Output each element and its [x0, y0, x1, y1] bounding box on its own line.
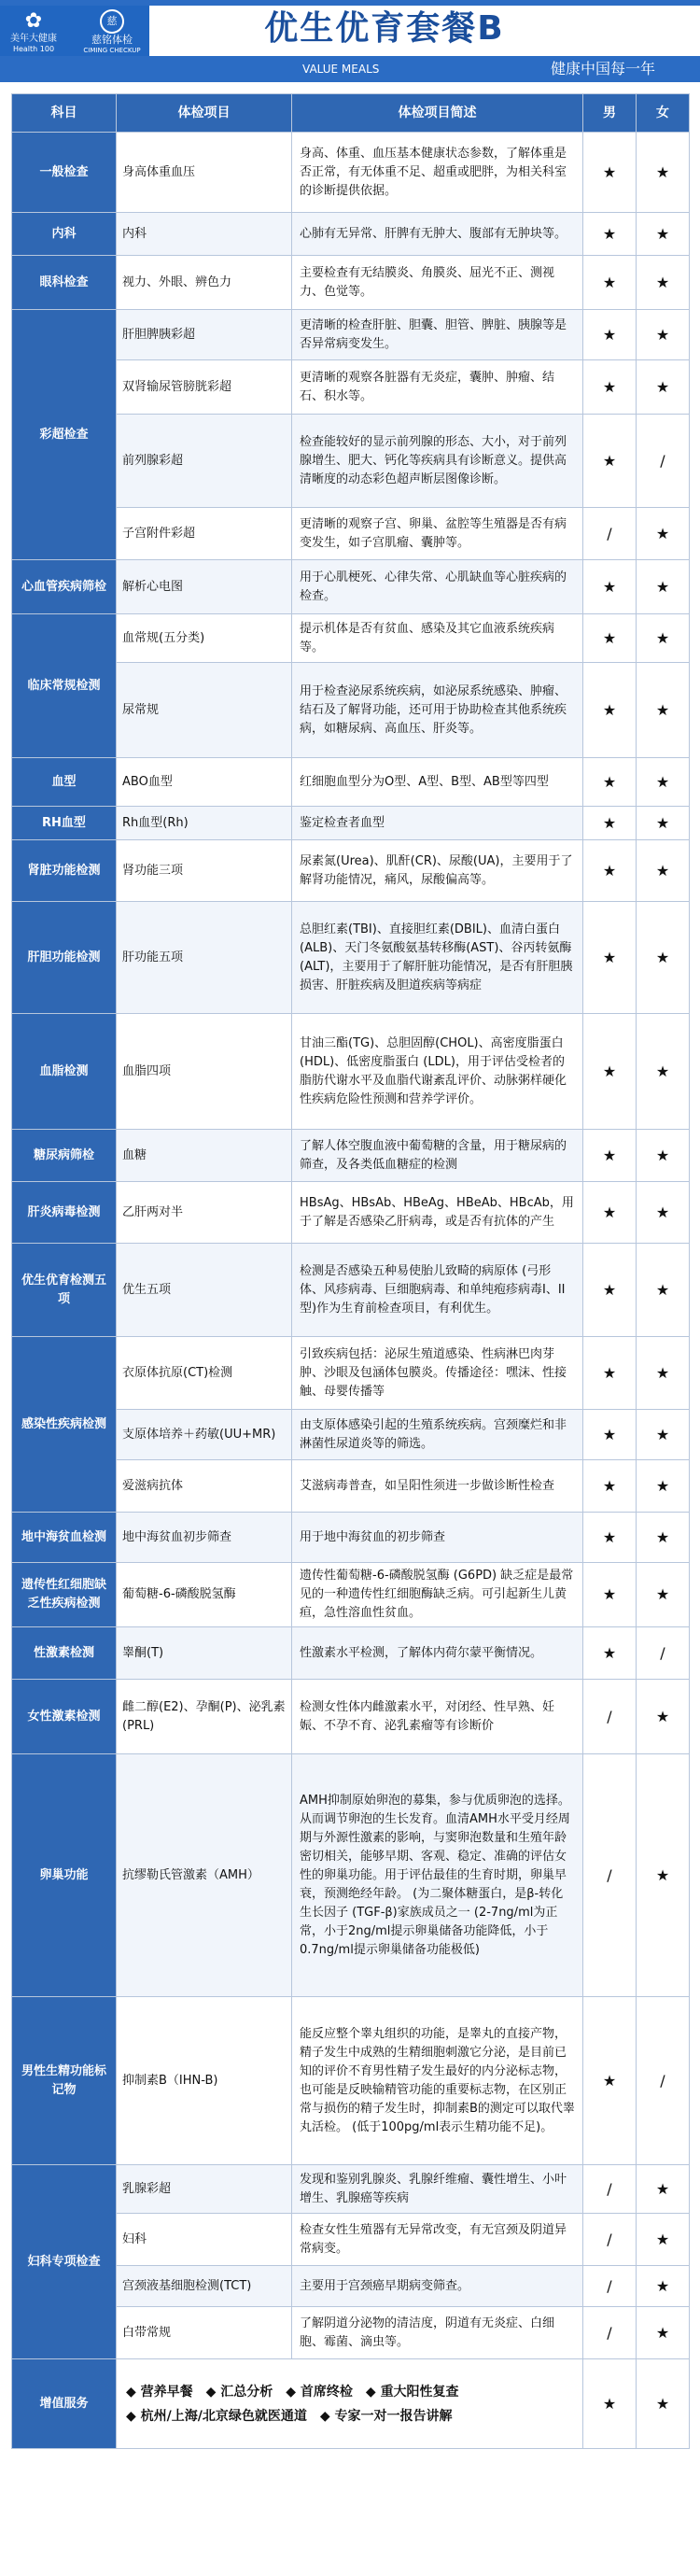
table-row — [12, 213, 690, 256]
female-cell: ★ — [637, 1563, 690, 1627]
table-row — [12, 1182, 690, 1244]
female-cell: ★ — [637, 2266, 690, 2307]
table-row — [12, 1680, 690, 1754]
male-cell: ★ — [583, 2359, 637, 2449]
category-cell: 优生优育检测五项 — [12, 1244, 117, 1337]
logo-area — [0, 6, 149, 56]
header-male: 男 — [583, 94, 637, 133]
description-cell: 由支原体感染引起的生殖系统疾病。宫颈糜烂和非淋菌性尿道炎等的筛选。 — [292, 1410, 583, 1460]
header-description: 体检项目简述 — [292, 94, 583, 133]
item-cell: 优生五项 — [117, 1244, 292, 1337]
description-cell: 了解人体空腹血液中葡萄糖的含量，用于糖尿病的筛查，及各类低血糖症的检测 — [292, 1130, 583, 1182]
female-cell: ★ — [637, 360, 690, 415]
table-row — [12, 1337, 690, 1410]
ciming-logo-text: 慈铭体检 — [91, 34, 133, 46]
item-cell: 睾酮(T) — [117, 1627, 292, 1680]
male-cell: ★ — [583, 1182, 637, 1244]
category-cell: 彩超检查 — [12, 310, 117, 560]
item-cell: ABO血型 — [117, 758, 292, 807]
description-cell: 性激素水平检测，了解体内荷尔蒙平衡情况。 — [292, 1627, 583, 1680]
male-cell: / — [583, 508, 637, 560]
category-cell: 血脂检测 — [12, 1014, 117, 1130]
header-category: 科目 — [12, 94, 117, 133]
table-row — [12, 840, 690, 902]
description-cell: 能反应整个睾丸组织的功能，是睾丸的直接产物，精子发生中成熟的生精细胞刺激它分泌，是目前已知的评价不育男性精子发生最好的内分泌标志物，也可能是反映输精管功能的重要标志物，在区别正常与损伤的精子发生时，抑制素B的测定可以取代睾丸活检。 (低于100pg/ml表示生精功能不足)。 — [292, 1997, 583, 2165]
male-cell: ★ — [583, 902, 637, 1014]
item-cell: 衣原体抗原(CT)检测 — [117, 1337, 292, 1410]
table-row — [12, 1244, 690, 1337]
female-cell: / — [637, 415, 690, 508]
category-cell: 卵巢功能 — [12, 1754, 117, 1997]
description-cell: 检测女性体内雌激素水平，对闭经、性早熟、妊娠、不孕不育、泌乳素瘤等有诊断价 — [292, 1680, 583, 1754]
subtitle-en: VALUE MEALS — [302, 63, 380, 76]
description-cell: 艾滋病毒普查，如呈阳性须进一步做诊断性检查 — [292, 1460, 583, 1513]
ciming-logo-text-en: CIMING CHECKUP — [83, 47, 141, 54]
table-row — [12, 902, 690, 1014]
item-cell: 肝功能五项 — [117, 902, 292, 1014]
female-cell: ★ — [637, 1513, 690, 1563]
female-cell: / — [637, 1997, 690, 2165]
male-cell: ★ — [583, 1244, 637, 1337]
meinian-logo — [6, 9, 62, 52]
description-cell: 检查女性生殖器有无异常改变，有无宫颈及阴道异常病变。 — [292, 2214, 583, 2266]
male-cell: ★ — [583, 1563, 637, 1627]
item-cell: 肝胆脾胰彩超 — [117, 310, 292, 360]
item-cell: Rh血型(Rh) — [117, 807, 292, 840]
extra-service-item: ◆ 汇总分析 — [205, 2384, 273, 2400]
category-cell: 眼科检查 — [12, 256, 117, 310]
male-cell: / — [583, 2266, 637, 2307]
table-row — [12, 1513, 690, 1563]
extra-service-item: ◆ 重大阳性复查 — [365, 2384, 459, 2400]
extra-service-item: ◆ 专家一对一报告讲解 — [319, 2408, 453, 2424]
description-cell: 更清晰的观察子宫、卵巢、盆腔等生殖器是否有病变发生，如子宫肌瘤、囊肿等。 — [292, 508, 583, 560]
description-cell: 用于检查泌尿系统疾病，如泌尿系统感染、肿瘤、结石及了解肾功能，还可用于协助检查其他系统疾病，如糖尿病、高血压、肝炎等。 — [292, 663, 583, 758]
category-cell: 地中海贫血检测 — [12, 1513, 117, 1563]
category-cell: 糖尿病筛检 — [12, 1130, 117, 1182]
item-cell: 视力、外眼、辨色力 — [117, 256, 292, 310]
category-cell: 心血管疾病筛检 — [12, 560, 117, 614]
male-cell: / — [583, 1680, 637, 1754]
male-cell: ★ — [583, 256, 637, 310]
item-cell: 乙肝两对半 — [117, 1182, 292, 1244]
female-cell: ★ — [637, 256, 690, 310]
male-cell: ★ — [583, 1337, 637, 1410]
table-row — [12, 256, 690, 310]
female-cell: ★ — [637, 1014, 690, 1130]
header — [0, 6, 700, 56]
category-cell: 男性生精功能标记物 — [12, 1997, 117, 2165]
category-cell: 性激素检测 — [12, 1627, 117, 1680]
description-cell: 发现和鉴别乳腺炎、乳腺纤维瘤、囊性增生、小叶增生、乳腺癌等疾病 — [292, 2165, 583, 2214]
male-cell: ★ — [583, 1513, 637, 1563]
page-title: 优生优育套餐B — [264, 9, 505, 48]
male-cell: ★ — [583, 1627, 637, 1680]
extra-services-list — [117, 2359, 583, 2449]
item-cell: 血糖 — [117, 1130, 292, 1182]
male-cell: ★ — [583, 310, 637, 360]
category-cell: 女性激素检测 — [12, 1680, 117, 1754]
category-cell: 临床常规检测 — [12, 614, 117, 758]
table-row — [12, 807, 690, 840]
male-cell: ★ — [583, 1130, 637, 1182]
male-cell: ★ — [583, 1014, 637, 1130]
item-cell: 雌二醇(E2)、孕酮(P)、泌乳素(PRL) — [117, 1680, 292, 1754]
category-cell: 内科 — [12, 213, 117, 256]
item-cell: 解析心电图 — [117, 560, 292, 614]
package-table — [11, 93, 690, 2449]
male-cell: ★ — [583, 1460, 637, 1513]
table-row — [12, 1014, 690, 1130]
item-cell: 葡萄糖-6-磷酸脱氢酶 — [117, 1563, 292, 1627]
description-cell: 主要用于宫颈癌早期病变筛查。 — [292, 2266, 583, 2307]
female-cell: ★ — [637, 1754, 690, 1997]
description-cell: 尿素氮(Urea)、肌酐(CR)、尿酸(UA)，主要用于了解肾功能情况，痛风，尿酸偏高等。 — [292, 840, 583, 902]
female-cell: ★ — [637, 1410, 690, 1460]
male-cell: ★ — [583, 1410, 637, 1460]
description-cell: 了解阴道分泌物的清洁度，阴道有无炎症、白细胞、霉菌、滴虫等。 — [292, 2307, 583, 2359]
table-row — [12, 1627, 690, 1680]
female-cell: ★ — [637, 508, 690, 560]
male-cell: ★ — [583, 758, 637, 807]
meinian-logo-icon: ✿ — [24, 9, 43, 33]
male-cell: ★ — [583, 1997, 637, 2165]
item-cell: 前列腺彩超 — [117, 415, 292, 508]
female-cell: ★ — [637, 902, 690, 1014]
description-cell: 用于地中海贫血的初步筛查 — [292, 1513, 583, 1563]
female-cell: ★ — [637, 2214, 690, 2266]
category-cell: RH血型 — [12, 807, 117, 840]
ciming-logo — [77, 9, 147, 52]
table-row — [12, 1130, 690, 1182]
female-cell: ★ — [637, 560, 690, 614]
description-cell: 红细胞血型分为O型、A型、B型、AB型等四型 — [292, 758, 583, 807]
item-cell: 爱滋病抗体 — [117, 1460, 292, 1513]
table-row — [12, 2165, 690, 2214]
category-cell: 血型 — [12, 758, 117, 807]
female-cell: ★ — [637, 2359, 690, 2449]
description-cell: 检测是否感染五种易使胎儿致畸的病原体 (弓形体、风疹病毒、巨细胞病毒、和单纯疱疹病毒I、II型)作为生育前检查项目，有利优生。 — [292, 1244, 583, 1337]
female-cell: ★ — [637, 614, 690, 663]
category-cell: 肝胆功能检测 — [12, 902, 117, 1014]
item-cell: 血常规(五分类) — [117, 614, 292, 663]
header-female: 女 — [637, 94, 690, 133]
female-cell: ★ — [637, 2307, 690, 2359]
table-row — [12, 758, 690, 807]
item-cell: 白带常规 — [117, 2307, 292, 2359]
extra-services-row — [12, 2359, 690, 2449]
female-cell: ★ — [637, 213, 690, 256]
table-row — [12, 133, 690, 213]
male-cell: / — [583, 2165, 637, 2214]
extra-services-category: 增值服务 — [12, 2359, 117, 2449]
item-cell: 妇科 — [117, 2214, 292, 2266]
male-cell: ★ — [583, 840, 637, 902]
item-cell: 身高体重血压 — [117, 133, 292, 213]
female-cell: ★ — [637, 1460, 690, 1513]
female-cell: ★ — [637, 2165, 690, 2214]
description-cell: 总胆红素(TBI)、直接胆红素(DBIL)、血清白蛋白(ALB)、天门冬氨酸氨基转移酶(AST)、谷丙转氨酶 (ALT)，主要用于了解肝脏功能情况，是否有肝胆胰损害、肝脏疾病及胆道疾病等病症 — [292, 902, 583, 1014]
header-item: 体检项目 — [117, 94, 292, 133]
description-cell: 遗传性葡萄糖-6-磷酸脱氢酶 (G6PD) 缺乏症是最常见的一种遗传性红细胞酶缺乏病。可引起新生儿黄疸，急性溶血性贫血。 — [292, 1563, 583, 1627]
description-cell: 心肺有无异常、肝脾有无肿大、腹部有无肿块等。 — [292, 213, 583, 256]
female-cell: / — [637, 1627, 690, 1680]
female-cell: ★ — [637, 807, 690, 840]
description-cell: 引致疾病包括：泌尿生殖道感染、性病淋巴肉芽肿、沙眼及包涵体包膜炎。传播途径：嘿沫、性接触、母婴传播等 — [292, 1337, 583, 1410]
description-cell: 鉴定检查者血型 — [292, 807, 583, 840]
table-header-row — [12, 94, 690, 133]
female-cell: ★ — [637, 310, 690, 360]
description-cell: 更清晰的检查肝脏、胆囊、胆管、脾脏、胰腺等是否异常病变发生。 — [292, 310, 583, 360]
male-cell: ★ — [583, 213, 637, 256]
description-cell: HBsAg、HBsAb、HBeAg、HBeAb、HBcAb，用于了解是否感染乙肝病毒，或是否有抗体的产生 — [292, 1182, 583, 1244]
category-cell: 肾脏功能检测 — [12, 840, 117, 902]
item-cell: 宫颈液基细胞检测(TCT) — [117, 2266, 292, 2307]
table-row — [12, 1997, 690, 2165]
extra-service-item: ◆ 营养早餐 — [126, 2384, 193, 2400]
male-cell: ★ — [583, 415, 637, 508]
description-cell: 甘油三酯(TG)、总胆固醇(CHOL)、高密度脂蛋白 (HDL)、低密度脂蛋白 (LDL)，用于评估受检者的脂肪代谢水平及血脂代谢紊乱评价、动脉粥样硬化性疾病危险性预测和营养学评价。 — [292, 1014, 583, 1130]
female-cell: ★ — [637, 1680, 690, 1754]
male-cell: ★ — [583, 360, 637, 415]
description-cell: AMH抑制原始卵泡的募集，参与优质卵泡的选择。从而调节卵泡的生长发育。血清AMH水平受月经周期与外源性激素的影响，与窦卵泡数量和生殖年龄密切相关，能够早期、客观、稳定、准确的评估女性的卵巢功能。用于评估最佳的生育时期，卵巢早衰，预测绝经年龄。 (为二聚体糖蛋白，是β-转化生长因子 (TGF-β)家族成员之一 (2-7ng/ml为正常，小于2ng/ml提示卵巢储备功能降低，小于0.7ng/ml提示卵巢储备功能极低) — [292, 1754, 583, 1997]
female-cell: ★ — [637, 840, 690, 902]
male-cell: ★ — [583, 614, 637, 663]
item-cell: 抗缪勒氏管激素（AMH） — [117, 1754, 292, 1997]
item-cell: 尿常规 — [117, 663, 292, 758]
meinian-logo-text-en: Health 100 — [12, 45, 55, 53]
description-cell: 用于心肌梗死、心律失常、心肌缺血等心脏疾病的检查。 — [292, 560, 583, 614]
item-cell: 内科 — [117, 213, 292, 256]
ciming-logo-icon: 慈 — [100, 9, 124, 34]
table-row — [12, 1754, 690, 1997]
category-cell: 一般检查 — [12, 133, 117, 213]
category-cell: 肝炎病毒检测 — [12, 1182, 117, 1244]
description-cell: 提示机体是否有贫血、感染及其它血液系统疾病等。 — [292, 614, 583, 663]
subtitle-bar — [0, 56, 700, 82]
table-row — [12, 310, 690, 360]
table-row — [12, 614, 690, 663]
package-table-wrapper — [11, 93, 689, 2449]
item-cell: 抑制素B（IHN-B) — [117, 1997, 292, 2165]
description-cell: 主要检查有无结膜炎、角膜炎、屈光不正、测视力、色觉等。 — [292, 256, 583, 310]
male-cell: / — [583, 1754, 637, 1997]
slogan: 健康中国每一年 — [551, 60, 656, 77]
extra-service-item: ◆ 首席终检 — [286, 2384, 353, 2400]
male-cell: ★ — [583, 133, 637, 213]
table-row — [12, 560, 690, 614]
category-cell: 感染性疾病检测 — [12, 1337, 117, 1513]
item-cell: 肾功能三项 — [117, 840, 292, 902]
description-cell: 检查能较好的显示前列腺的形态、大小，对于前列腺增生、肥大、钙化等疾病具有诊断意义。提供高清晰度的动态彩色超声断层图像诊断。 — [292, 415, 583, 508]
female-cell: ★ — [637, 1182, 690, 1244]
item-cell: 地中海贫血初步筛查 — [117, 1513, 292, 1563]
item-cell: 支原体培养＋药敏(UU+MR) — [117, 1410, 292, 1460]
meinian-logo-text: 美年大健康 — [10, 34, 57, 44]
male-cell: ★ — [583, 807, 637, 840]
item-cell: 血脂四项 — [117, 1014, 292, 1130]
item-cell: 子宫附件彩超 — [117, 508, 292, 560]
category-cell: 妇科专项检查 — [12, 2165, 117, 2359]
male-cell: ★ — [583, 663, 637, 758]
female-cell: ★ — [637, 1130, 690, 1182]
item-cell: 双肾输尿管膀胱彩超 — [117, 360, 292, 415]
female-cell: ★ — [637, 1244, 690, 1337]
item-cell: 乳腺彩超 — [117, 2165, 292, 2214]
female-cell: ★ — [637, 663, 690, 758]
extra-service-item: ◆ 杭州/上海/北京绿色就医通道 — [126, 2408, 307, 2424]
female-cell: ★ — [637, 1337, 690, 1410]
male-cell: / — [583, 2307, 637, 2359]
male-cell: / — [583, 2214, 637, 2266]
female-cell: ★ — [637, 758, 690, 807]
category-cell: 遗传性红细胞缺乏性疾病检测 — [12, 1563, 117, 1627]
table-body — [12, 133, 690, 2449]
table-row — [12, 1563, 690, 1627]
description-cell: 更清晰的观察各脏器有无炎症，囊肿、肿瘤、结石、积水等。 — [292, 360, 583, 415]
male-cell: ★ — [583, 560, 637, 614]
female-cell: ★ — [637, 133, 690, 213]
description-cell: 身高、体重、血压基本健康状态参数，了解体重是否正常，有无体重不足、超重或肥胖，为相关科室的诊断提供依据。 — [292, 133, 583, 213]
